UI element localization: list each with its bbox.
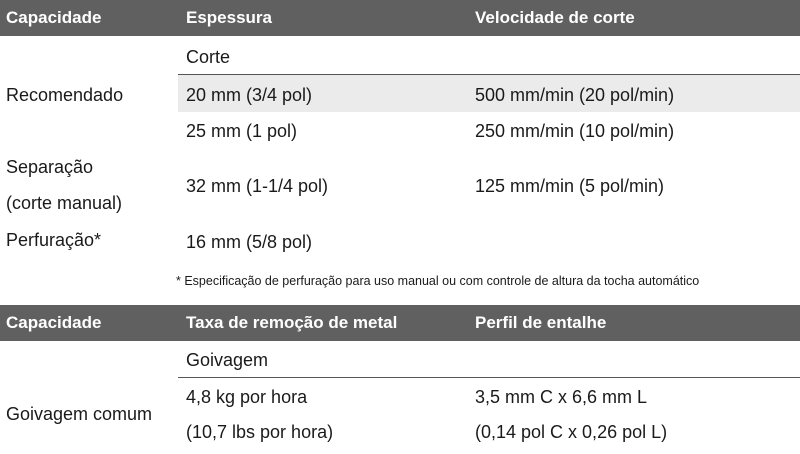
table1-row3-label-line1: Separação — [6, 157, 94, 177]
table2-row-profile-line1: 3,5 mm C x 6,6 mm L — [475, 387, 648, 407]
table1-header-velocidade: Velocidade de corte — [475, 8, 635, 27]
table1-footnote: * Especificação de perfuração para uso manual ou com controle de altura da tocha automático — [176, 274, 700, 288]
table1-row2-thickness: 25 mm (1 pol) — [186, 121, 298, 141]
table2-row-rate-line2: (10,7 lbs por hora) — [186, 422, 334, 442]
table2-header-perfil: Perfil de entalhe — [475, 313, 607, 332]
table2-section-divider — [178, 377, 800, 378]
table2-row-rate-line1: 4,8 kg por hora — [186, 387, 308, 407]
table1-row3-label-line2: (corte manual) — [6, 193, 123, 213]
table1-header-capacidade: Capacidade — [6, 8, 102, 27]
table1-row4-thickness: 16 mm (5/8 pol) — [186, 232, 313, 252]
table2-row-profile-line2: (0,14 pol C x 0,26 pol L) — [475, 422, 668, 442]
table1-section-label: Corte — [186, 47, 231, 67]
table1-row3-thickness: 32 mm (1-1/4 pol) — [186, 176, 329, 196]
table1-row2-speed: 250 mm/min (10 pol/min) — [475, 121, 675, 141]
table1-row1-speed: 500 mm/min (20 pol/min) — [475, 85, 675, 105]
table1-row4-label: Perfuração* — [6, 230, 102, 250]
table2-header-taxa: Taxa de remoção de metal — [186, 313, 398, 332]
table1-row3-speed: 125 mm/min (5 pol/min) — [475, 176, 665, 196]
table1-row1-label: Recomendado — [6, 85, 124, 105]
table1-row1-thickness: 20 mm (3/4 pol) — [186, 85, 313, 105]
table2-row-label: Goivagem comum — [6, 404, 153, 424]
table2-header — [0, 305, 800, 341]
table1-header — [0, 0, 800, 36]
table2-section-label: Goivagem — [186, 350, 269, 370]
table1-header-espessura: Espessura — [186, 8, 272, 27]
table2-header-capacidade: Capacidade — [6, 313, 102, 332]
